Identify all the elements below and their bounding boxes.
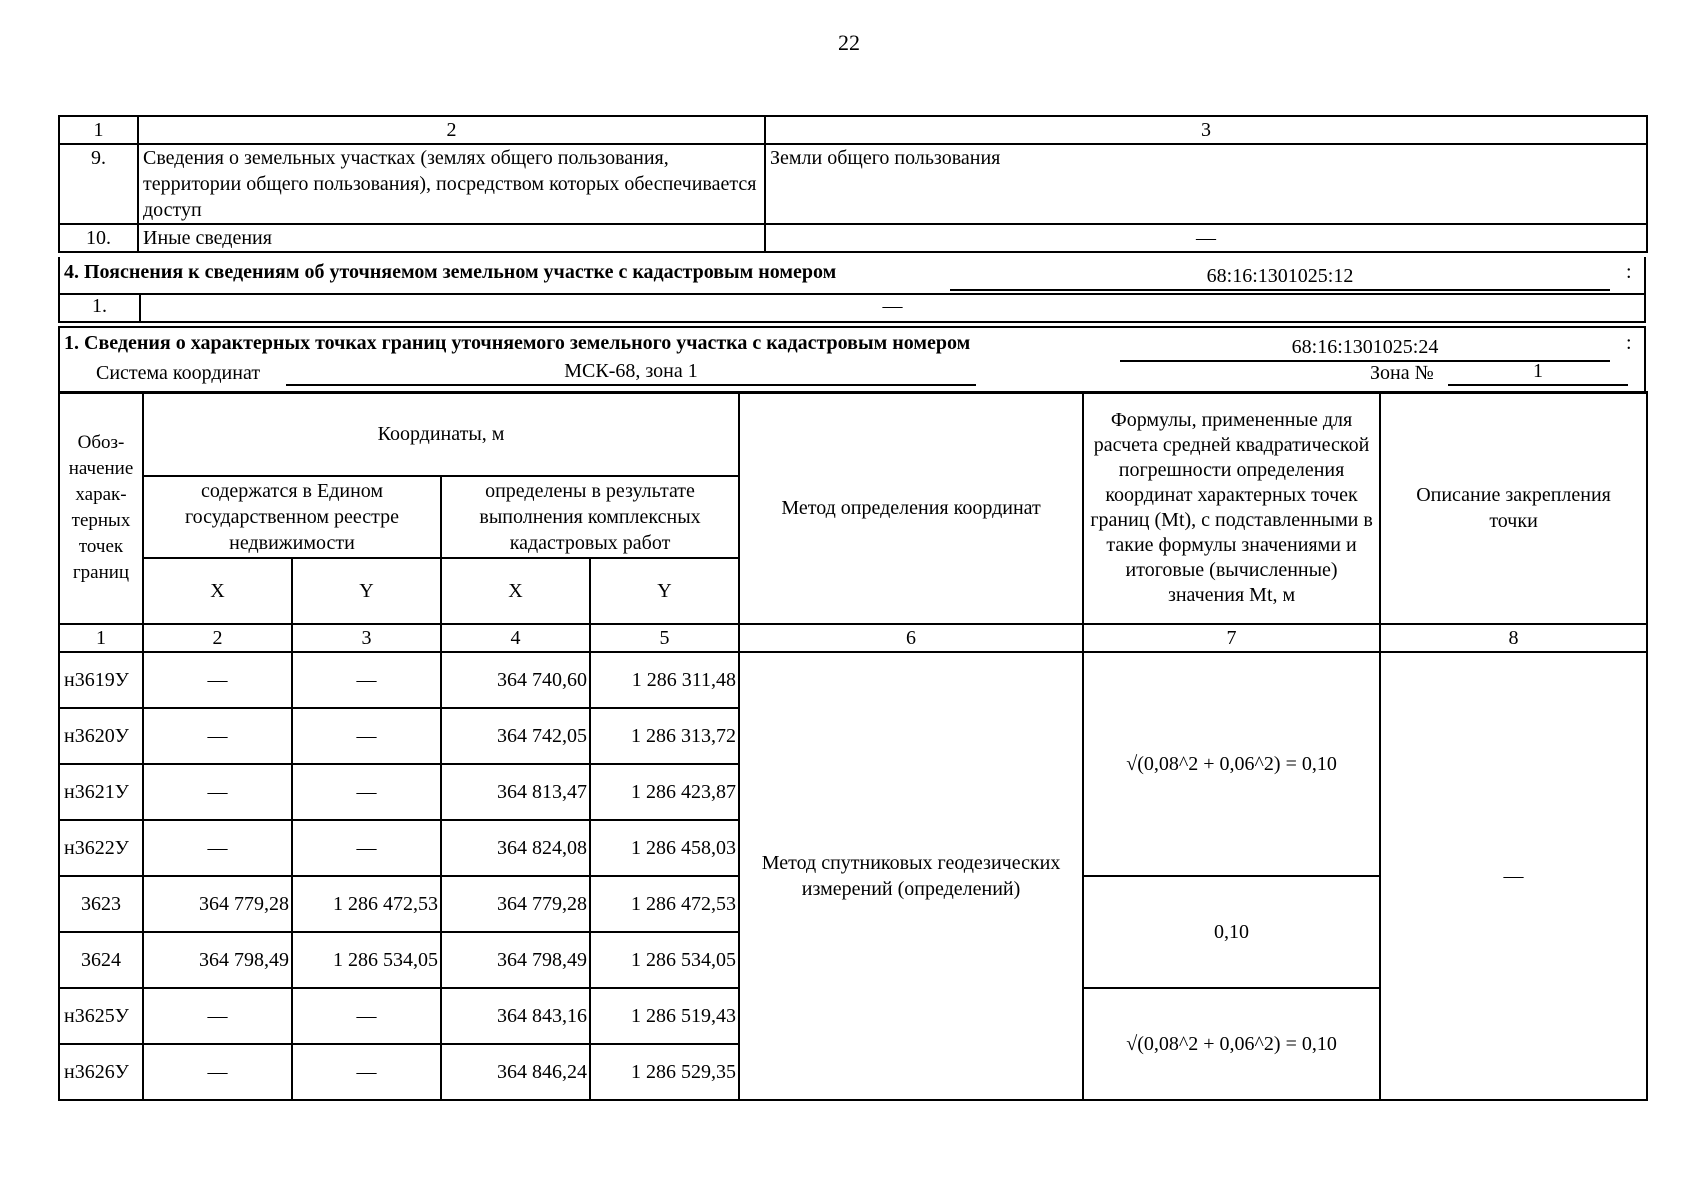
egrn-y: — bbox=[292, 988, 441, 1044]
top-header-col-2: 2 bbox=[138, 116, 765, 144]
table-row bbox=[59, 652, 1647, 708]
method-cell: Метод спутниковых геодезических измерений (определений) bbox=[739, 652, 1083, 1100]
col-egrn-x: X bbox=[143, 558, 292, 624]
col-number: 3 bbox=[292, 624, 441, 652]
row-number: 10. bbox=[59, 224, 138, 252]
works-x: 364 824,08 bbox=[441, 820, 590, 876]
points-table-header-1 bbox=[59, 392, 1647, 476]
egrn-y: 1 286 534,05 bbox=[292, 932, 441, 988]
point-id: н3625У bbox=[59, 988, 143, 1044]
col-number: 1 bbox=[59, 624, 143, 652]
section-4-row bbox=[58, 293, 1646, 323]
col-works-x: X bbox=[441, 558, 590, 624]
works-y: 1 286 534,05 bbox=[590, 932, 739, 988]
works-x: 364 798,49 bbox=[441, 932, 590, 988]
table-row bbox=[59, 224, 1647, 252]
points-table bbox=[58, 391, 1648, 1101]
coord-system-label: Система координат bbox=[96, 362, 261, 384]
section-4 bbox=[58, 257, 1646, 295]
col-number: 4 bbox=[441, 624, 590, 652]
col-coordinates: Координаты, м bbox=[143, 392, 739, 476]
point-id: 3623 bbox=[59, 876, 143, 932]
top-header-col-1: 1 bbox=[59, 116, 138, 144]
works-x: 364 843,16 bbox=[441, 988, 590, 1044]
point-id: н3622У bbox=[59, 820, 143, 876]
col-formulas: Формулы, примененные для расчета средней квадратической погрешности определения координат характерных точек границ (Mt), с подставленными в такие формулы значениями и итоговые (вычисленные) значения Mt, м bbox=[1083, 392, 1380, 624]
top-table-header bbox=[59, 116, 1647, 144]
section-4-colon: : bbox=[1626, 261, 1632, 283]
works-y: 1 286 519,43 bbox=[590, 988, 739, 1044]
point-id: н3626У bbox=[59, 1044, 143, 1100]
works-x: 364 742,05 bbox=[441, 708, 590, 764]
egrn-x: — bbox=[143, 764, 292, 820]
row-label: Сведения о земельных участках (землях общего пользования, территории общего пользования), посредством которых обеспечивается доступ bbox=[138, 144, 765, 224]
col-number: 6 bbox=[739, 624, 1083, 652]
col-egrn: содержатся в Едином государственном реестре недвижимости bbox=[143, 476, 441, 558]
row-label: Иные сведения bbox=[138, 224, 765, 252]
works-x: 364 846,24 bbox=[441, 1044, 590, 1100]
egrn-y: — bbox=[292, 764, 441, 820]
formula-cell-3: √(0,08^2 + 0,06^2) = 0,10 bbox=[1083, 988, 1380, 1100]
works-y: 1 286 458,03 bbox=[590, 820, 739, 876]
col-number: 8 bbox=[1380, 624, 1647, 652]
egrn-y: — bbox=[292, 708, 441, 764]
section-4-cadastral-number: 68:16:1301025:12 bbox=[950, 263, 1610, 291]
works-y: 1 286 472,53 bbox=[590, 876, 739, 932]
works-y: 1 286 423,87 bbox=[590, 764, 739, 820]
egrn-x: — bbox=[143, 820, 292, 876]
row-number: 9. bbox=[59, 144, 138, 224]
egrn-x: — bbox=[143, 988, 292, 1044]
formula-cell-2: 0,10 bbox=[1083, 876, 1380, 988]
point-id: н3620У bbox=[59, 708, 143, 764]
section-1-title: 1. Сведения о характерных точках границ уточняемого земельного участка с кадастровым номером bbox=[64, 332, 971, 354]
top-header-col-3: 3 bbox=[765, 116, 1647, 144]
top-table bbox=[58, 115, 1648, 253]
section-1 bbox=[58, 326, 1646, 394]
egrn-x: — bbox=[143, 708, 292, 764]
egrn-x: — bbox=[143, 1044, 292, 1100]
egrn-y: — bbox=[292, 652, 441, 708]
section-4-row-number: 1. bbox=[92, 295, 107, 317]
coord-system-value: МСК-68, зона 1 bbox=[286, 358, 976, 386]
egrn-y: — bbox=[292, 820, 441, 876]
zone-label: Зона № bbox=[1370, 362, 1434, 384]
col-egrn-y: Y bbox=[292, 558, 441, 624]
col-designation: Обоз-начение харак-терных точек границ bbox=[59, 392, 143, 624]
page-number: 22 bbox=[838, 30, 860, 55]
works-x: 364 779,28 bbox=[441, 876, 590, 932]
col-works-y: Y bbox=[590, 558, 739, 624]
col-number: 5 bbox=[590, 624, 739, 652]
section-4-row-value: — bbox=[882, 295, 903, 317]
point-id: н3621У bbox=[59, 764, 143, 820]
egrn-y: — bbox=[292, 1044, 441, 1100]
egrn-x: 364 798,49 bbox=[143, 932, 292, 988]
works-x: 364 813,47 bbox=[441, 764, 590, 820]
col-number: 7 bbox=[1083, 624, 1380, 652]
egrn-x: 364 779,28 bbox=[143, 876, 292, 932]
points-table-col-numbers bbox=[59, 624, 1647, 652]
section-1-colon: : bbox=[1626, 332, 1632, 354]
col-number: 2 bbox=[143, 624, 292, 652]
works-y: 1 286 313,72 bbox=[590, 708, 739, 764]
col-fixing: Описание закрепления точки bbox=[1380, 392, 1647, 624]
section-1-cadastral-number: 68:16:1301025:24 bbox=[1120, 334, 1610, 362]
zone-value: 1 bbox=[1448, 358, 1628, 386]
works-y: 1 286 311,48 bbox=[590, 652, 739, 708]
formula-cell-1: √(0,08^2 + 0,06^2) = 0,10 bbox=[1083, 652, 1380, 876]
works-y: 1 286 529,35 bbox=[590, 1044, 739, 1100]
point-id: 3624 bbox=[59, 932, 143, 988]
row-value: — bbox=[765, 224, 1647, 252]
egrn-y: 1 286 472,53 bbox=[292, 876, 441, 932]
works-x: 364 740,60 bbox=[441, 652, 590, 708]
col-cadastral-works: определены в результате выполнения комплексных кадастровых работ bbox=[441, 476, 739, 558]
table-row bbox=[59, 144, 1647, 224]
col-method: Метод определения координат bbox=[739, 392, 1083, 624]
section-4-title: 4. Пояснения к сведениям об уточняемом земельном участке с кадастровым номером bbox=[64, 261, 837, 283]
row-value: Земли общего пользования bbox=[765, 144, 1647, 224]
egrn-x: — bbox=[143, 652, 292, 708]
point-id: н3619У bbox=[59, 652, 143, 708]
fixing-cell: — bbox=[1380, 652, 1647, 1100]
